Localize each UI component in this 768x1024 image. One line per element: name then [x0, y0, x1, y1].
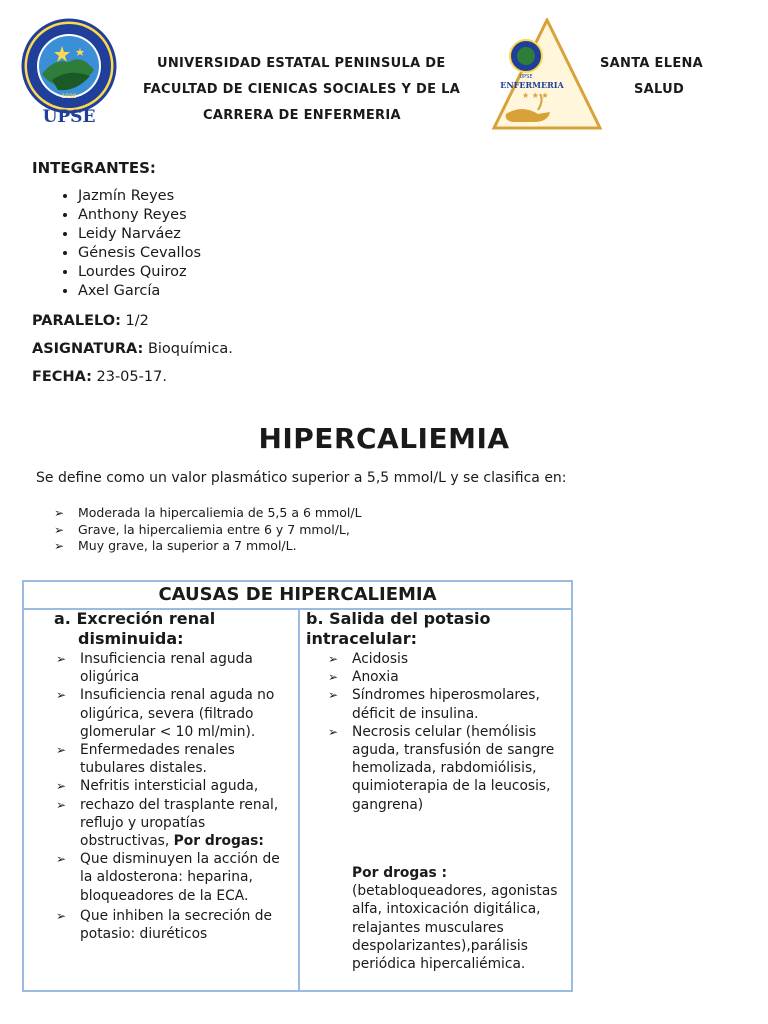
header-line2-left: FACULTAD DE CIENICAS SOCIALES Y DE LA	[143, 82, 461, 97]
asignatura-field	[32, 341, 233, 357]
header-line1-left: UNIVERSIDAD ESTATAL PENINSULA DE	[157, 56, 446, 71]
cause-item: ➢ Necrosis celular (hemólisis aguda, transfusión de sangre hemolizada, rabdomiólisis, quimioterapia de la leucosis, gangrena)	[328, 723, 555, 813]
fecha-value: 23-05-17.	[96, 369, 167, 385]
cause-item: ➢ Acidosis	[328, 651, 409, 667]
intro-text: Se define como un valor plasmático superior a 5,5 mmol/L y se clasifica en:	[36, 470, 567, 486]
arrow-bullet-icon: ➢	[54, 522, 65, 537]
header-line3: CARRERA DE ENFERMERIA	[203, 108, 401, 123]
classification-item: ➢ Grave, la hipercaliemia entre 6 y 7 mmol/L,	[54, 521, 350, 537]
table-title: CAUSAS DE HIPERCALIEMIA	[24, 582, 571, 610]
upse-logo	[14, 18, 124, 130]
members-list	[40, 187, 201, 301]
paralelo-label: PARALELO:	[32, 313, 121, 329]
cause-item: ➢ Anoxia	[328, 669, 399, 686]
cause-item: ➢ Que disminuyen la acción de la aldosterona: heparina, bloqueadores de la ECA.	[56, 851, 280, 904]
col-b-drogas	[352, 864, 568, 973]
svg-text:★ ★ ★: ★ ★ ★	[522, 91, 549, 100]
cause-item: ➢ Insuficiencia renal aguda oligúrica	[56, 651, 253, 686]
upse-logo-year: 1998	[61, 93, 77, 100]
col-a-heading: a. Excreción renal disminuida:	[54, 609, 216, 648]
cause-item: ➢ Síndromes hiperosmolares, déficit de insulina.	[328, 687, 540, 722]
arrow-bullet-icon: ➢	[56, 797, 67, 812]
enfermeria-logo-upse: UPSE	[519, 74, 533, 80]
arrow-bullet-icon: ➢	[56, 652, 67, 666]
member-item: • Jazmín Reyes	[78, 187, 201, 206]
asignatura-label: ASIGNATURA:	[32, 341, 144, 357]
arrow-bullet-icon: ➢	[328, 688, 339, 703]
classification-item: ➢ Muy grave, la superior a 7 mmol/L.	[54, 538, 297, 553]
causes-table	[22, 580, 573, 992]
header-line1-right: SANTA ELENA	[600, 56, 704, 71]
fecha-field	[32, 369, 167, 385]
por-drogas-inline: Por drogas:	[173, 833, 264, 850]
arrow-bullet-icon: ➢	[328, 670, 339, 685]
classification-item: ➢ Moderada la hipercaliemia de 5,5 a 6 mmol/L	[54, 505, 362, 520]
arrow-bullet-icon: ➢	[56, 779, 67, 794]
col-b-list	[328, 650, 568, 814]
integrantes-label: INTEGRANTES:	[32, 159, 156, 177]
paralelo-field	[32, 313, 149, 329]
arrow-bullet-icon: ➢	[56, 852, 67, 867]
arrow-bullet-icon: ➢	[56, 908, 67, 923]
classification-list	[54, 505, 362, 555]
enfermeria-logo-text: ENFERMERIA	[500, 80, 564, 90]
upse-logo-acronym: UPSE	[42, 107, 96, 127]
cause-item: ➢ rechazo del trasplante renal, reflujo y uropatías obstructivas, Por drogas:	[56, 796, 279, 850]
arrow-bullet-icon: ➢	[56, 688, 67, 703]
col-b-drogas-text: (betabloqueadores, agonistas alfa, intoxicación digitálica, relajantes musculares despolarizantes),parálisis periódica hipercaliémica.	[352, 883, 558, 973]
paralelo-value: 1/2	[125, 313, 149, 329]
col-b-drogas-label: Por drogas :	[352, 865, 448, 881]
arrow-bullet-icon: ➢	[328, 652, 339, 666]
arrow-bullet-icon: ➢	[328, 724, 339, 739]
cause-item: ➢ Nefritis intersticial aguda,	[56, 778, 259, 795]
cause-item: ➢ Insuficiencia renal aguda no oligúrica, severa (filtrado glomerular < 10 ml/min).	[56, 687, 275, 740]
cause-item: ➢ Enfermedades renales tubulares distales.	[56, 742, 235, 777]
member-item: • Axel García	[78, 282, 201, 301]
asignatura-value: Bioquímica.	[147, 341, 233, 357]
enfermeria-logo	[492, 18, 602, 130]
cause-item: ➢ Que inhiben la secreción de potasio: diuréticos	[56, 907, 273, 943]
member-item: • Leidy Narváez	[78, 225, 201, 244]
member-item: • Génesis Cevallos	[78, 244, 201, 263]
header-line2-right: SALUD	[634, 82, 685, 97]
page-title: HIPERCALIEMIA	[258, 422, 510, 455]
col-b-heading: b. Salida del potasio intracelular:	[306, 609, 491, 648]
table-column-divider	[298, 608, 300, 990]
fecha-label: FECHA:	[32, 369, 92, 385]
member-item: • Anthony Reyes	[78, 206, 201, 225]
member-item: • Lourdes Quiroz	[78, 263, 201, 282]
arrow-bullet-icon: ➢	[54, 506, 65, 520]
arrow-bullet-icon: ➢	[56, 743, 67, 758]
col-a-list	[56, 650, 296, 943]
arrow-bullet-icon: ➢	[54, 539, 65, 553]
col-a-marker: a.	[54, 609, 71, 628]
